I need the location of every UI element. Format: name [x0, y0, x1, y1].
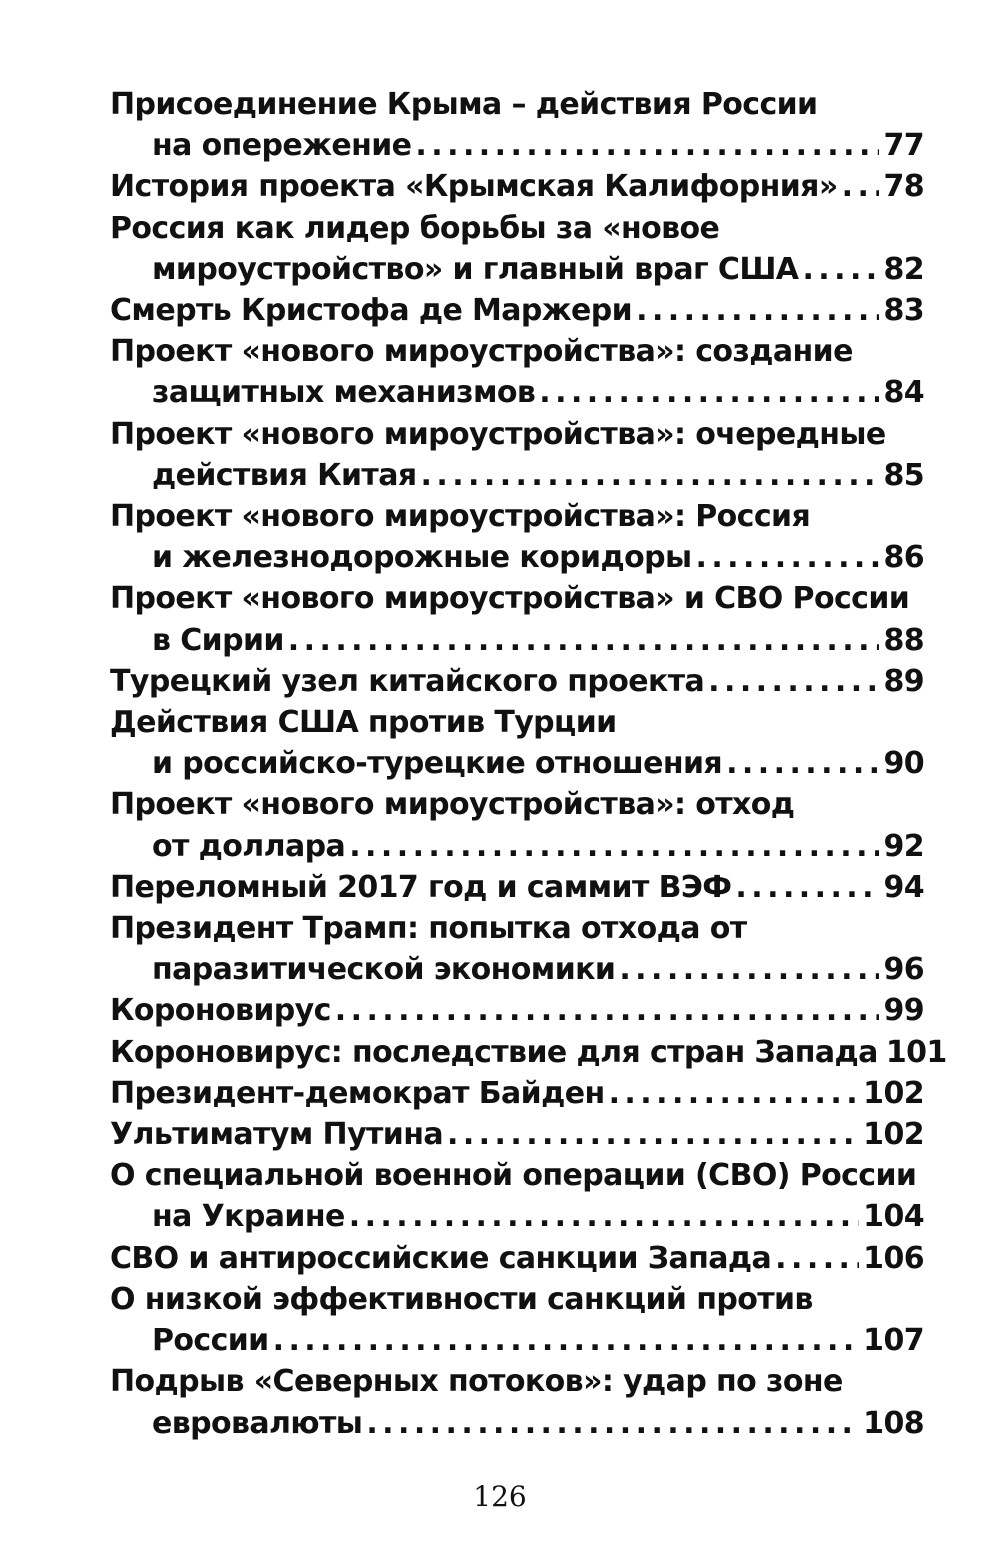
- toc-entry-title: Ультиматум Путина: [110, 1117, 443, 1153]
- toc-entry-page: 88: [883, 622, 924, 658]
- toc-entry-line: [110, 1361, 924, 1402]
- toc-entry-line: [110, 84, 924, 125]
- toc-entry: [110, 331, 924, 413]
- toc-entry-continuation-line: [110, 1196, 924, 1237]
- toc-entry-title: Проект «нового мироустройства»: очередные: [110, 416, 886, 452]
- toc-entry-line: [110, 208, 924, 249]
- toc-entry-continuation-line: [110, 743, 924, 784]
- toc-entry-title: СВО и антироссийские санкции Запада: [110, 1240, 772, 1276]
- toc-entry-title: действия Китая: [152, 457, 417, 493]
- toc-entry: [110, 908, 924, 990]
- toc-entry-title: Смерть Кристофа де Маржери: [110, 293, 633, 329]
- toc-entry-page: 90: [883, 746, 924, 782]
- toc-entry-title: О низкой эффективности санкций против: [110, 1281, 813, 1317]
- toc-entry-title: Президент-демократ Байден: [110, 1075, 605, 1111]
- toc-entry-continuation-line: [110, 826, 924, 867]
- toc-entry-page: 86: [883, 540, 924, 576]
- toc-entry-title: Подрыв «Северных потоков»: удар по зоне: [110, 1364, 843, 1400]
- toc-entry-continuation-line: [110, 1403, 924, 1444]
- dot-leader: [735, 867, 879, 908]
- toc-entry-title: Проект «нового мироустройства»: Россия: [110, 499, 811, 535]
- toc-entry-page: 89: [883, 663, 924, 699]
- toc-entry: [110, 208, 924, 290]
- toc-entry: [110, 578, 924, 660]
- toc-entry-title: паразитической экономики: [152, 952, 616, 988]
- toc-entry: [110, 702, 924, 784]
- toc-entry: [110, 496, 924, 578]
- toc-entry-page: 106: [863, 1240, 924, 1276]
- toc-entry-page: 102: [863, 1117, 924, 1153]
- toc-entry-line: [110, 908, 924, 949]
- dot-leader: [273, 1320, 860, 1361]
- dot-leader: [288, 620, 880, 661]
- toc-entry: [110, 166, 924, 207]
- toc-entry-page: 99: [883, 993, 924, 1029]
- toc-entry-title: Действия США против Турции: [110, 705, 617, 741]
- dot-leader: [775, 1238, 859, 1279]
- toc-entry-page: 101: [885, 1034, 947, 1070]
- toc-entry-title: евровалюты: [152, 1405, 363, 1441]
- toc-entry-title: России: [152, 1323, 269, 1359]
- toc-entry-continuation-line: [110, 620, 924, 661]
- dot-leader: [415, 125, 879, 166]
- toc-entry-page: 92: [883, 828, 924, 864]
- toc-entry-continuation-line: [110, 372, 924, 413]
- toc-entry-line: [110, 1114, 924, 1155]
- toc-entry-title: О специальной военной операции (СВО) России: [110, 1158, 917, 1194]
- toc-entry-title: и железнодорожные коридоры: [152, 540, 692, 576]
- toc-entry-line: [110, 1032, 947, 1073]
- toc-entry: [110, 784, 924, 866]
- toc-entry-title: защитных механизмов: [152, 375, 536, 411]
- dot-leader: [366, 1403, 859, 1444]
- toc-entry: [110, 990, 924, 1031]
- toc-entry-title: Присоединение Крыма – действия России: [110, 87, 818, 122]
- toc-entry-page: 102: [863, 1075, 924, 1111]
- dot-leader: [708, 661, 879, 702]
- toc-entry-title: Президент Трамп: попытка отхода от: [110, 911, 747, 947]
- toc-entry-continuation-line: [110, 125, 924, 166]
- dot-leader: [726, 743, 879, 784]
- toc-entry: [110, 84, 924, 166]
- toc-entry-continuation-line: [110, 1320, 924, 1361]
- toc-entry: [110, 661, 924, 702]
- toc-entry-title: Переломный 2017 год и саммит ВЭФ: [110, 869, 732, 905]
- toc-entry-title: Проект «нового мироустройства»: отход: [110, 787, 795, 823]
- toc-entry-line: [110, 1073, 924, 1114]
- toc-entry-page: 84: [883, 375, 924, 411]
- toc-entry: [110, 414, 924, 496]
- toc-entry-line: [110, 290, 924, 331]
- toc-entry: [110, 1114, 924, 1155]
- dot-leader: [842, 166, 880, 207]
- toc-entry-page: 85: [883, 457, 924, 493]
- toc-entry: [110, 1361, 924, 1443]
- page-number: 126: [473, 1480, 527, 1513]
- toc-entry-continuation-line: [110, 537, 924, 578]
- toc-entry-page: 83: [883, 293, 924, 329]
- toc-entry: [110, 1032, 947, 1073]
- toc-entry-title: Проект «нового мироустройства» и СВО России: [110, 581, 910, 617]
- toc-entry-continuation-line: [110, 949, 924, 990]
- toc-entry-title: мироустройство» и главный враг США: [152, 251, 799, 287]
- toc-entry: [110, 1155, 924, 1237]
- toc-entry: [110, 867, 924, 908]
- toc-entry-title: Проект «нового мироустройства»: создание: [110, 334, 853, 370]
- toc-entry: [110, 1238, 924, 1279]
- toc-entry: [110, 290, 924, 331]
- toc-entry-page: 78: [883, 169, 924, 205]
- dot-leader: [349, 826, 879, 867]
- toc-entry-page: 94: [883, 869, 924, 905]
- dot-leader: [802, 249, 879, 290]
- toc-entry-continuation-line: [110, 455, 924, 496]
- dot-leader: [539, 372, 879, 413]
- toc-entry-line: [110, 661, 924, 702]
- dot-leader: [619, 949, 879, 990]
- toc-entry-line: [110, 1279, 924, 1320]
- toc-entry-title: Турецкий узел китайского проекта: [110, 663, 705, 699]
- toc-entry-title: История проекта «Крымская Калифорния»: [110, 169, 838, 205]
- toc-entry-line: [110, 578, 924, 619]
- toc-entry-line: [110, 702, 924, 743]
- toc-entry-title: Короновирус: [110, 993, 331, 1029]
- dot-leader: [696, 537, 880, 578]
- dot-leader: [349, 1196, 859, 1237]
- dot-leader: [609, 1073, 860, 1114]
- toc-entry-line: [110, 1155, 924, 1196]
- toc-entry-line: [110, 1238, 924, 1279]
- dot-leader: [447, 1114, 859, 1155]
- table-of-contents: [110, 84, 947, 1444]
- toc-entry-title: на опережение: [152, 128, 412, 164]
- toc-entry-page: 108: [863, 1405, 924, 1441]
- toc-entry-continuation-line: [110, 249, 924, 290]
- toc-entry-page: 82: [883, 251, 924, 287]
- toc-entry-line: [110, 990, 924, 1031]
- toc-entry-line: [110, 496, 924, 537]
- toc-entry-title: и российско-турецкие отношения: [152, 746, 723, 782]
- toc-entry-title: Короновирус: последствие для стран Запада: [110, 1034, 878, 1070]
- toc-entry-line: [110, 784, 924, 825]
- dot-leader: [421, 455, 880, 496]
- toc-entry-page: 96: [883, 952, 924, 988]
- toc-entry-page: 107: [863, 1323, 924, 1359]
- toc-entry-title: Россия как лидер борьбы за «новое: [110, 210, 720, 246]
- toc-entry-title: на Украине: [152, 1199, 345, 1235]
- dot-leader: [636, 290, 879, 331]
- toc-entry: [110, 1279, 924, 1361]
- toc-entry-page: 104: [863, 1199, 924, 1235]
- toc-entry-title: в Сирии: [152, 622, 284, 658]
- toc-entry-line: [110, 867, 924, 908]
- toc-entry: [110, 1073, 924, 1114]
- toc-entry-page: 77: [883, 128, 924, 164]
- toc-entry-title: от доллара: [152, 828, 346, 864]
- toc-entry-line: [110, 166, 924, 207]
- toc-entry-line: [110, 414, 924, 455]
- toc-entry-line: [110, 331, 924, 372]
- dot-leader: [335, 990, 880, 1031]
